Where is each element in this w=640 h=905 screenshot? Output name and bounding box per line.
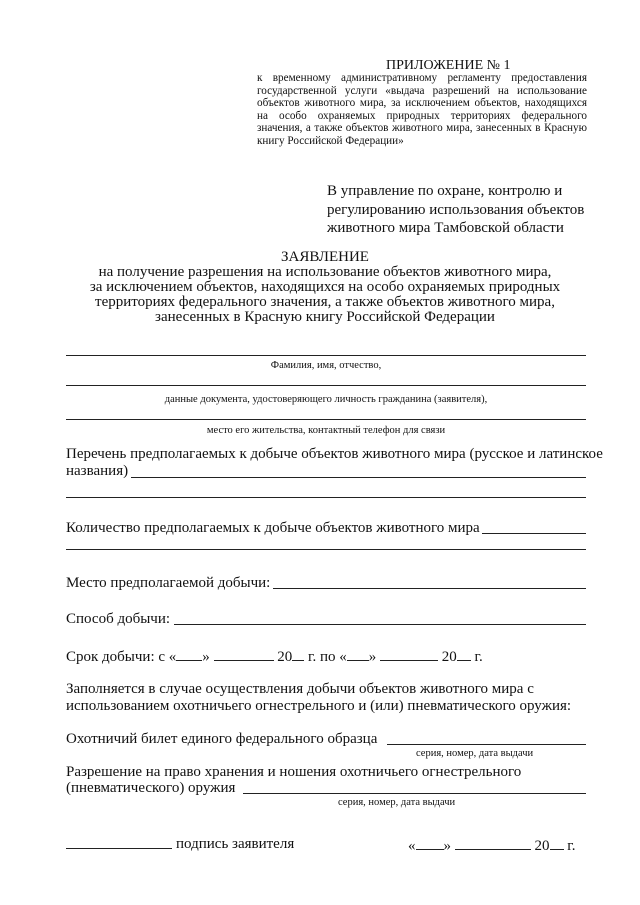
date-day-input[interactable] — [416, 836, 444, 850]
heading-line-1: на получение разрешения на использование объектов животного мира, — [98, 264, 552, 280]
species-label-2: названия) — [66, 463, 129, 479]
date-year-suffix: г. — [567, 838, 576, 854]
term-quote-1: » — [202, 649, 210, 665]
species-input-line-1[interactable] — [131, 477, 586, 478]
date-year-input[interactable] — [550, 836, 564, 850]
residence-caption: место его жительства, контактный телефон для связи — [206, 425, 446, 436]
term-from-month-input[interactable] — [214, 647, 274, 661]
date-quote-close: » — [443, 838, 451, 854]
document-line[interactable] — [66, 385, 586, 386]
hunting-ticket-caption: серия, номер, дата выдачи — [416, 748, 534, 759]
addressee-line-3: животного мира Тамбовской области — [327, 220, 564, 236]
document-title: ЗАЯВЛЕНИЕ — [281, 249, 369, 265]
fio-line[interactable] — [66, 355, 586, 356]
residence-line[interactable] — [66, 419, 586, 420]
term-from-day-input[interactable] — [176, 647, 202, 661]
quantity-extra-line[interactable] — [66, 549, 586, 550]
fio-caption: Фамилия, имя, отчество, — [270, 360, 382, 371]
term-year-prefix-2: 20 — [441, 649, 457, 665]
document-caption: данные документа, удостоверяющего личность гражданина (заявителя), — [164, 394, 488, 405]
signature-input-line[interactable] — [66, 848, 172, 849]
quantity-label: Количество предполагаемых к добыче объектов животного мира — [66, 520, 480, 536]
species-input-line-2[interactable] — [66, 497, 586, 498]
method-input-line[interactable] — [174, 624, 586, 625]
permit-caption: серия, номер, дата выдачи — [338, 797, 456, 808]
hunting-ticket-input-line[interactable] — [387, 744, 586, 745]
addressee-line-1: В управление по охране, контролю и — [327, 183, 563, 199]
addressee-line-2: регулированию использования объектов — [327, 202, 585, 218]
appendix-text: к временному административному регламенту предоставления государственной услуги «выдача разрешений на использование объектов животного мира, за исключением объектов, находящихся на особо охраняемых природных территориях федерального значения, а также объектов животного мира, занесенных в Красную книгу Российской Федерации» — [257, 72, 587, 147]
place-input-line[interactable] — [273, 588, 586, 589]
date-month-input[interactable] — [455, 836, 531, 850]
term-to-year-input[interactable] — [457, 647, 471, 661]
permit-label-2: (пневматического) оружия — [66, 780, 236, 796]
term-from-year-input[interactable] — [292, 647, 304, 661]
term-from-label: Срок добычи: с « — [66, 649, 177, 665]
term-year-suffix: г. — [474, 649, 483, 665]
weapon-note-2: использованием охотничьего огнестрельного и (или) пневматического оружия: — [66, 698, 572, 714]
place-label: Место предполагаемой добычи: — [66, 575, 271, 591]
term-year-prefix-1: 20 — [277, 649, 293, 665]
term-quote-2: » — [368, 649, 377, 665]
heading-line-2: за исключением объектов, находящихся на особо охраняемых природных — [89, 279, 561, 295]
date-quote-open: « — [408, 838, 416, 854]
hunting-ticket-label: Охотничий билет единого федерального образца — [66, 731, 378, 747]
signature-label: подпись заявителя — [176, 836, 295, 852]
appendix-title: ПРИЛОЖЕНИЕ № 1 — [386, 58, 511, 73]
date-year-prefix: 20 — [534, 838, 550, 854]
species-label-1: Перечень предполагаемых к добыче объектов животного мира (русское и латинское — [66, 446, 603, 462]
term-to-month-input[interactable] — [380, 647, 438, 661]
quantity-input-line[interactable] — [482, 533, 586, 534]
signature-date — [408, 836, 575, 855]
weapon-note-1: Заполняется в случае осуществления добычи объектов животного мира с — [66, 681, 534, 697]
term-to-day-input[interactable] — [347, 647, 369, 661]
heading-line-3: территориях федерального значения, а также объектов животного мира, — [95, 294, 555, 310]
term-by-label: г. по « — [308, 649, 347, 665]
term-row — [66, 647, 483, 666]
permit-input-line[interactable] — [243, 793, 586, 794]
method-label: Способ добычи: — [66, 611, 171, 627]
permit-label-1: Разрешение на право хранения и ношения охотничьего огнестрельного — [66, 764, 522, 780]
heading-line-4: занесенных в Красную книгу Российской Федерации — [155, 309, 495, 325]
